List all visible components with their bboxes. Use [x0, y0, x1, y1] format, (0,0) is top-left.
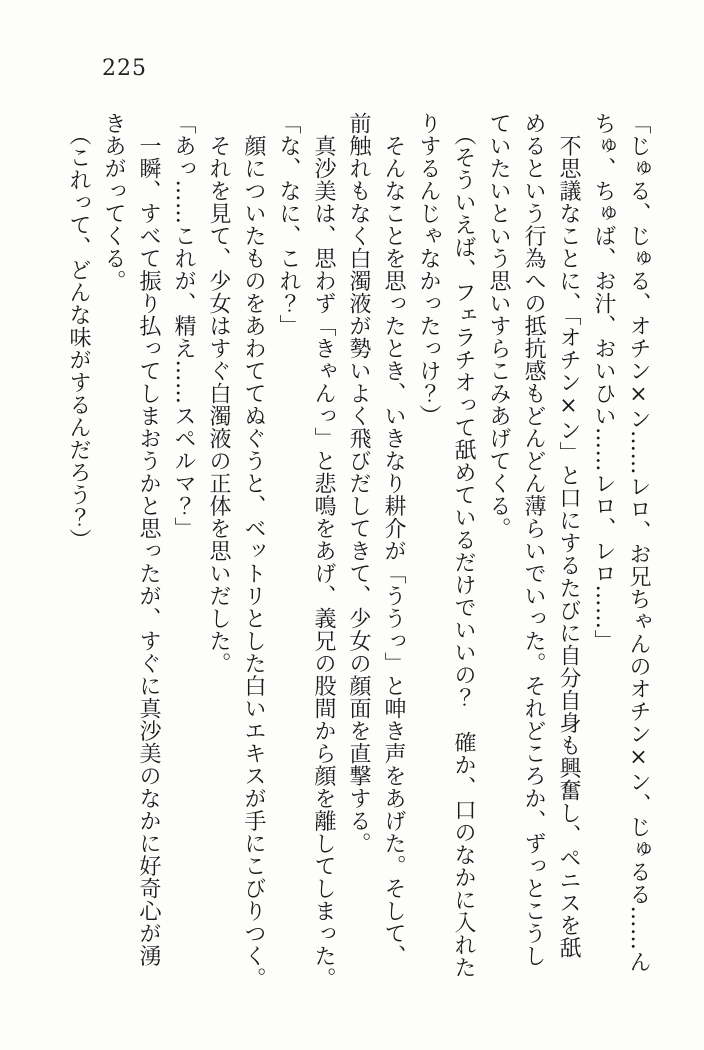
- text-line: きあがってくる。: [101, 112, 126, 292]
- text-line: それを見て、少女はすぐ白濁液の正体を思いだした。: [206, 112, 231, 675]
- text-line: 「な、なに、これ？」: [276, 112, 301, 337]
- text-line: （そういえば、フェラチオって舐めているだけでいいの？ 確か、口のなかに入れた: [451, 112, 476, 979]
- page-number: 225: [102, 56, 147, 81]
- text-line: 不思議なことに、「オチン×ン」と口にするたびに自分自身も興奮し、ペニスを舐: [556, 112, 581, 959]
- text-line: 真沙美は、思わず「きゃんっ」と悲鳴をあげ、義兄の股間から顔を離してしまった。: [311, 112, 336, 990]
- text-line: りするんじゃなかったっけ？）: [416, 112, 441, 427]
- text-line: 「じゅる、じゅる、オチン×ン……レロ、お兄ちゃんのオチン×ン、じゅるる……ん: [626, 112, 651, 973]
- text-line: そんなことを思ったとき、いきなり耕介が「ううっ」と呻き声をあげた。そして、: [381, 112, 406, 967]
- text-line: めるという行為への抵抗感もどんどん薄らいでいった。それどころか、ずっとこうし: [521, 112, 546, 967]
- text-line: ちゅ、ちゅば、お汁、おいひい……レロ、レロ……」: [591, 112, 616, 652]
- text-line: 前触れもなく白濁液が勢いよく飛びだしてきて、少女の顔面を直撃する。: [346, 112, 371, 855]
- text-line: （これって、どんな味がするんだろう？）: [66, 112, 91, 551]
- text-line: 一瞬、すべて振り払ってしまおうかと思ったが、すぐに真沙美のなかに好奇心が湧: [136, 112, 161, 967]
- text-line: 「あっ……これが、精え……スペルマ？」: [171, 112, 196, 540]
- text-line: 顔についたものをあわててぬぐうと、ベットリとした白いエキスが手にこびりつく。: [241, 112, 266, 990]
- vertical-text-block: [61, 112, 656, 996]
- text-line: ていたいという思いすらこみあげてくる。: [486, 112, 511, 540]
